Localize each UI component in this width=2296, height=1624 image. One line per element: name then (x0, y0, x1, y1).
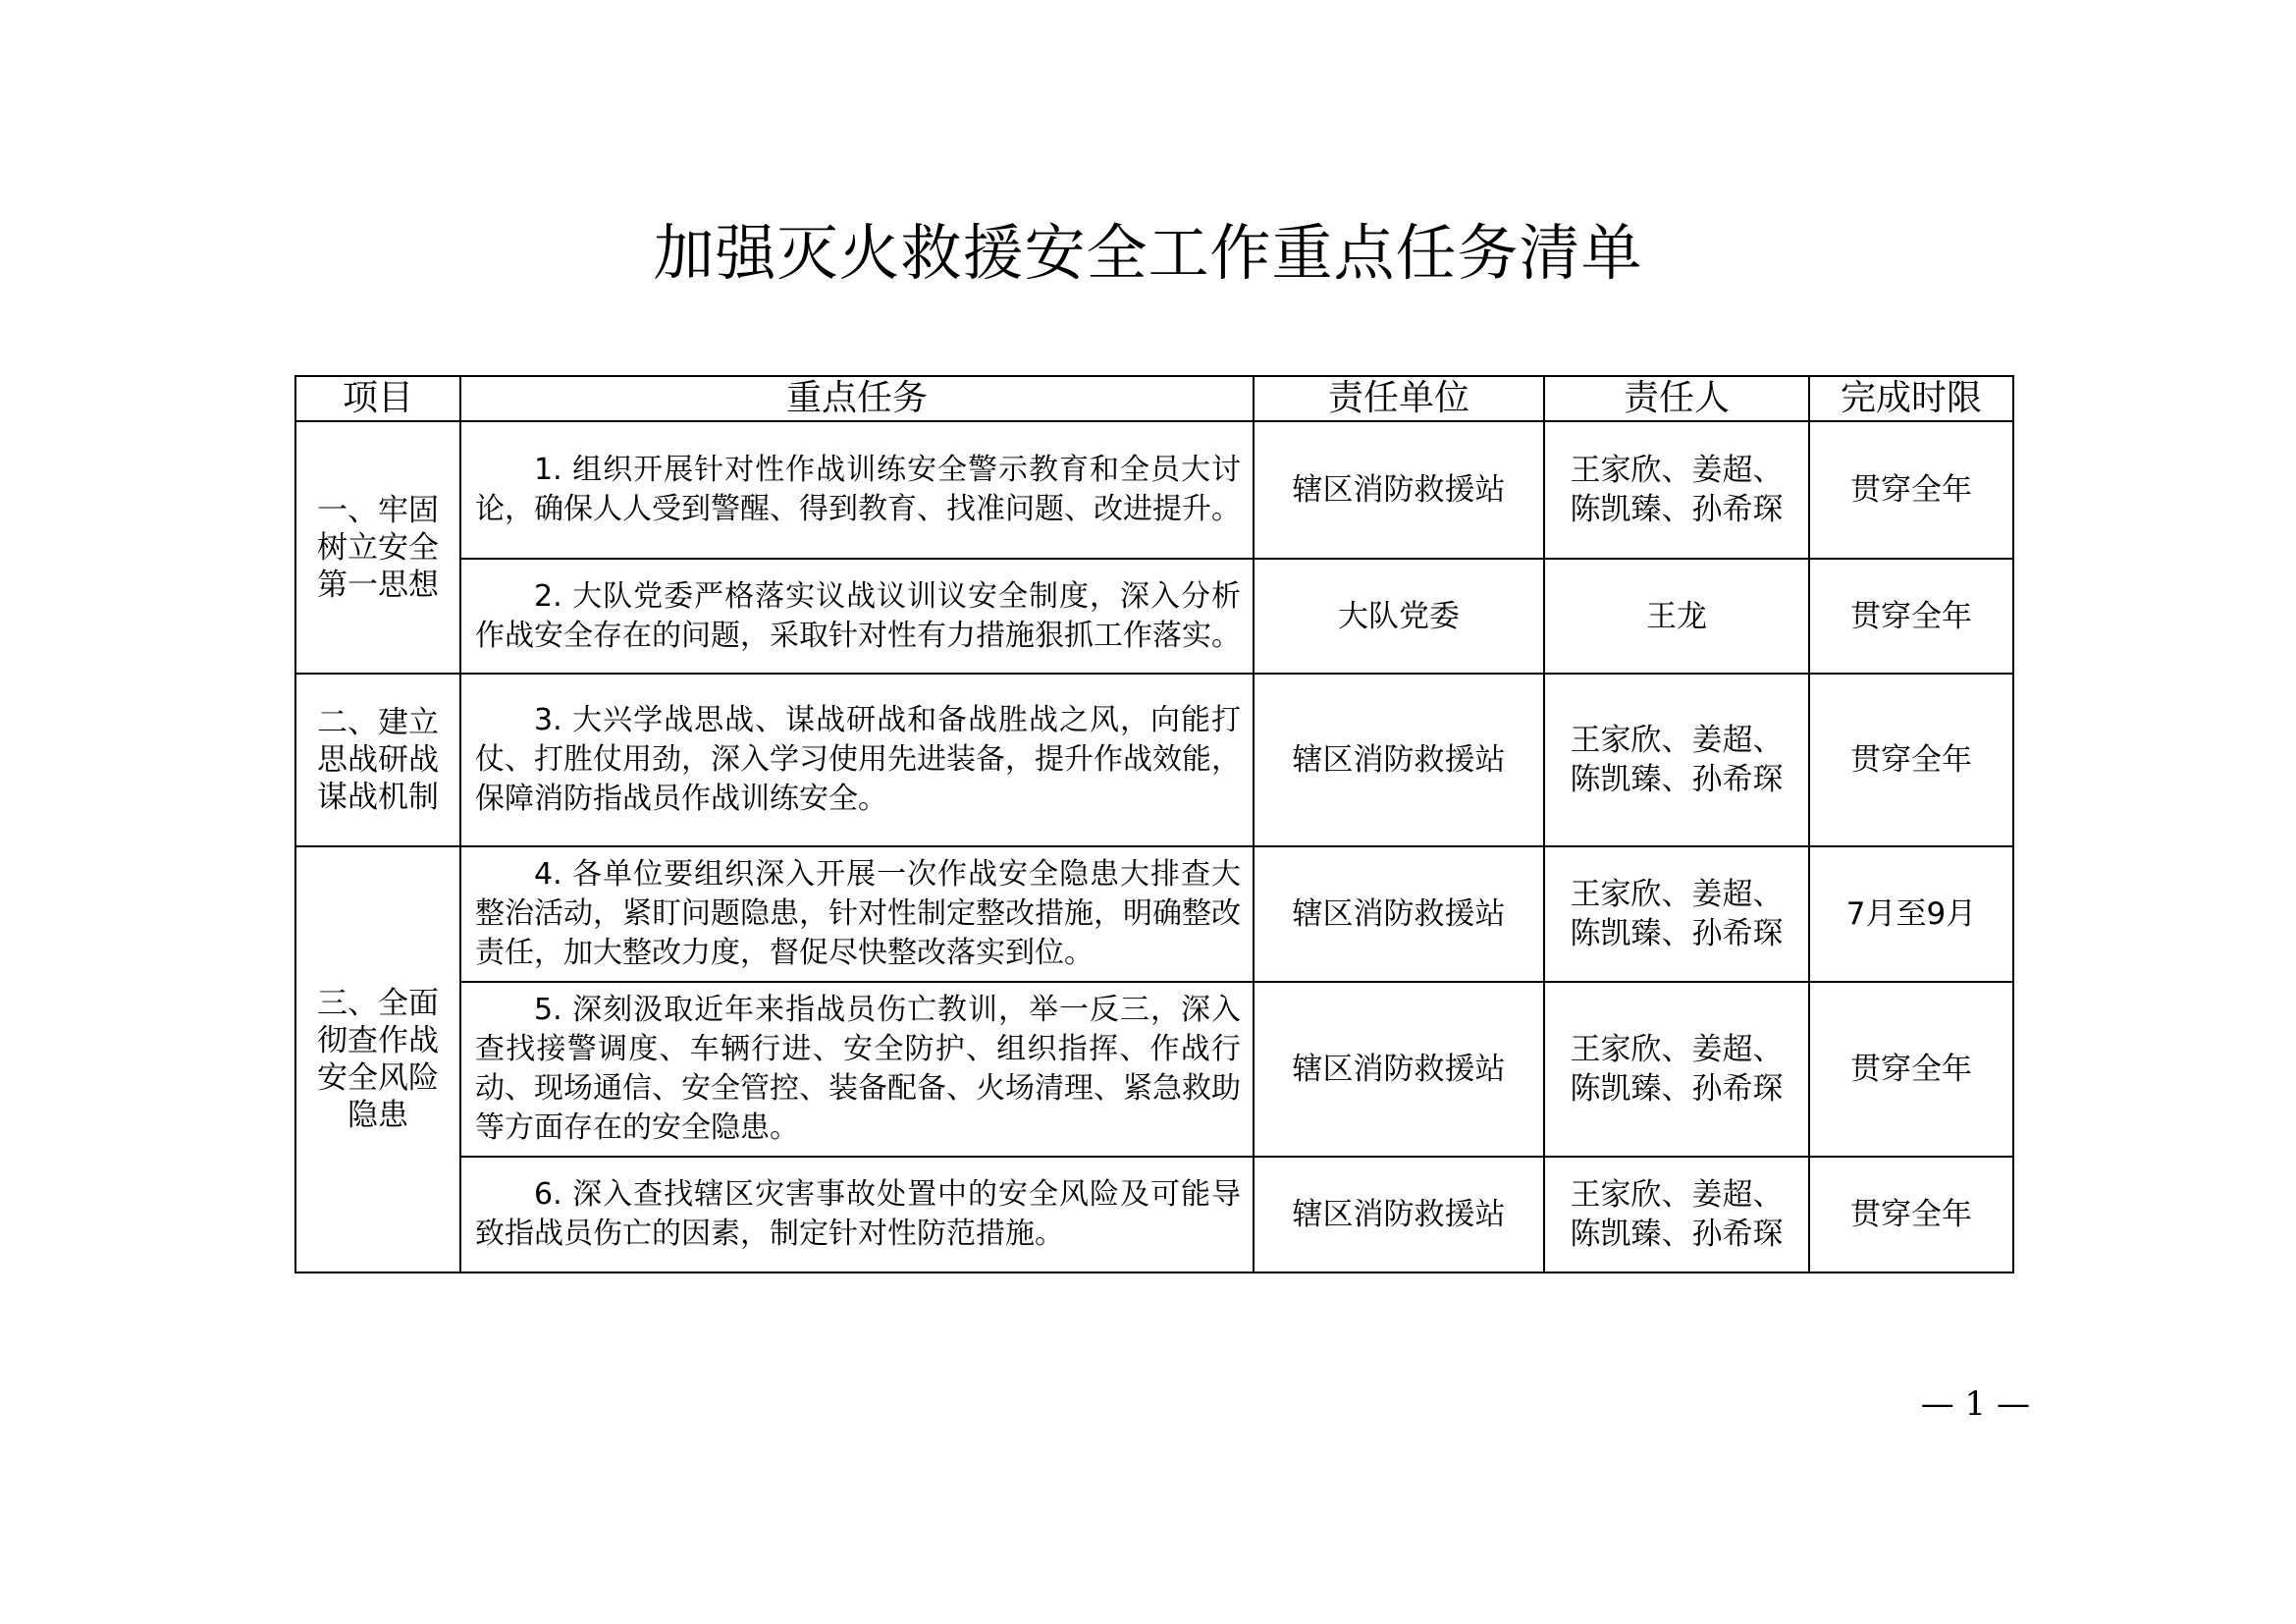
table-row (295, 421, 2013, 559)
table-row (295, 674, 2013, 846)
item-label: 二、建立思战研战谋战机制 (317, 705, 439, 815)
deadline-cell: 贯穿全年 (1809, 674, 2013, 846)
task-text: 1. 组织开展针对性作战训练安全警示教育和全员大讨论，确保人人受到警醒、得到教育、找准问题、改进提升。 (475, 453, 1241, 526)
task-cell (460, 846, 1254, 982)
person-cell: 王家欣、姜超、陈凯臻、孙希琛 (1544, 674, 1809, 846)
task-text: 3. 大兴学战思战、谋战研战和备战胜战之风，向能打仗、打胜仗用劲，深入学习使用先进装备，提升作战效能，保障消防指战员作战训练安全。 (475, 703, 1241, 816)
person-cell: 王家欣、姜超、陈凯臻、孙希琛 (1544, 846, 1809, 982)
header-task: 重点任务 (460, 376, 1254, 421)
item-cell (295, 421, 460, 674)
table-row (295, 559, 2013, 674)
deadline-cell: 贯穿全年 (1809, 421, 2013, 559)
task-text: 2. 大队党委严格落实议战议训议安全制度，深入分析作战安全存在的问题，采取针对性有力措施狠抓工作落实。 (475, 578, 1241, 653)
person-cell: 王家欣、姜超、陈凯臻、孙希琛 (1544, 421, 1809, 559)
item-label: 一、牢固树立安全第一思想 (317, 492, 439, 603)
task-text: 5. 深刻汲取近年来指战员伤亡教训，举一反三，深入查找接警调度、车辆行进、安全防护、组织指挥、作战行动、现场通信、安全管控、装备配备、火场清理、紧急救助等方面存在的安全隐患。 (475, 993, 1241, 1145)
deadline-cell: 贯穿全年 (1809, 1157, 2013, 1272)
person-cell: 王龙 (1544, 559, 1809, 674)
header-deadline: 完成时限 (1809, 376, 2013, 421)
unit-cell: 大队党委 (1254, 559, 1544, 674)
person-cell: 王家欣、姜超、陈凯臻、孙希琛 (1544, 1157, 1809, 1272)
task-cell (460, 982, 1254, 1157)
task-text: 4. 各单位要组织深入开展一次作战安全隐患大排查大整治活动，紧盯问题隐患，针对性制定整改措施，明确整改责任，加大整改力度，督促尽快整改落实到位。 (475, 857, 1241, 970)
task-cell (460, 559, 1254, 674)
task-text: 6. 深入查找辖区灾害事故处置中的安全风险及可能导致指战员伤亡的因素，制定针对性防范措施。 (475, 1177, 1241, 1251)
unit-cell: 辖区消防救援站 (1254, 846, 1544, 982)
unit-cell: 辖区消防救援站 (1254, 674, 1544, 846)
table-row (295, 1157, 2013, 1272)
page-number: — 1 — (1920, 1384, 2030, 1424)
unit-cell: 辖区消防救援站 (1254, 421, 1544, 559)
deadline-cell: 贯穿全年 (1809, 982, 2013, 1157)
item-cell (295, 846, 460, 1272)
header-unit: 责任单位 (1254, 376, 1544, 421)
table-row (295, 846, 2013, 982)
document-title: 加强灭火救援安全工作重点任务清单 (653, 217, 1643, 289)
header-person: 责任人 (1544, 376, 1809, 421)
unit-cell: 辖区消防救援站 (1254, 982, 1544, 1157)
table-header-row (295, 376, 2013, 421)
task-cell (460, 674, 1254, 846)
task-list-table (294, 375, 2014, 1273)
task-cell (460, 421, 1254, 559)
deadline-cell: 7月至9月 (1809, 846, 2013, 982)
task-cell (460, 1157, 1254, 1272)
deadline-cell: 贯穿全年 (1809, 559, 2013, 674)
header-item: 项目 (295, 376, 460, 421)
item-label: 三、全面彻查作战安全风险隐患 (317, 986, 439, 1133)
item-cell (295, 674, 460, 846)
person-cell: 王家欣、姜超、陈凯臻、孙希琛 (1544, 982, 1809, 1157)
table-row (295, 982, 2013, 1157)
unit-cell: 辖区消防救援站 (1254, 1157, 1544, 1272)
